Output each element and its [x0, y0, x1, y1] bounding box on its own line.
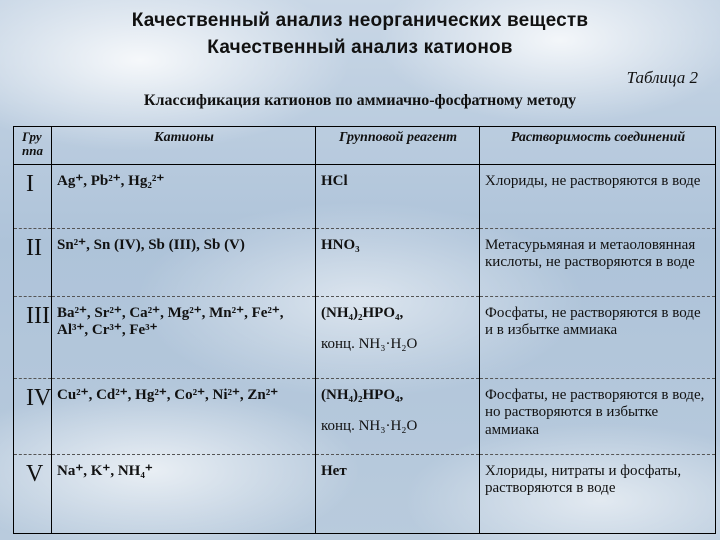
solubility-cell: Хлориды, не растворяются в воде [480, 165, 716, 229]
table-row [14, 297, 716, 379]
cations-cell: Ba²⁺, Sr²⁺, Ca²⁺, Mg²⁺, Mn²⁺, Fe²⁺, Al³⁺, Cr³⁺, Fe³⁺ [52, 297, 316, 379]
group-number: V [14, 455, 52, 534]
table-number: Таблица 2 [626, 68, 698, 87]
table-header-row [14, 127, 716, 165]
table-caption: Классификация катионов по аммиачно-фосфатному методу [143, 92, 577, 109]
reagent-text: Нет [321, 463, 347, 479]
header-solubility: Растворимость соединений [480, 127, 716, 165]
group-number: II [14, 229, 52, 297]
reagent-cell [316, 297, 480, 379]
table-row [14, 455, 716, 534]
reagent-text: (NH₄)₂HPO₄, [321, 387, 404, 403]
solubility-cell: Хлориды, нитраты и фосфаты, растворяются в воде [480, 455, 716, 534]
header-reagent: Групповой реагент [316, 127, 480, 165]
table-row [14, 165, 716, 229]
reagent-cell [316, 165, 480, 229]
reagent-cell [316, 455, 480, 534]
reagent-text: HCl [321, 173, 348, 189]
group-number: III [14, 297, 52, 379]
cation-classification-table [13, 126, 716, 534]
cations-cell: Ag⁺, Pb²⁺, Hg₂²⁺ [52, 165, 316, 229]
reagent-text-2: конц. NH₃·H₂O [321, 336, 418, 353]
reagent-text: (NH₄)₂HPO₄, [321, 305, 404, 321]
solubility-cell: Фосфаты, не растворяются в воде, но растворяются в избытке аммиака [480, 379, 716, 455]
reagent-text: HNO₃ [321, 237, 360, 253]
group-number: IV [14, 379, 52, 455]
solubility-cell: Фосфаты, не растворяются в воде и в избытке аммиака [480, 297, 716, 379]
table-row [14, 229, 716, 297]
reagent-cell [316, 379, 480, 455]
cations-cell: Na⁺, K⁺, NH₄⁺ [52, 455, 316, 534]
solubility-cell: Метасурьмяная и метаоловянная кислоты, не растворяются в воде [480, 229, 716, 297]
table-row [14, 379, 716, 455]
cations-cell: Sn²⁺, Sn (IV), Sb (III), Sb (V) [52, 229, 316, 297]
cations-cell: Cu²⁺, Cd²⁺, Hg²⁺, Co²⁺, Ni²⁺, Zn²⁺ [52, 379, 316, 455]
page-title: Качественный анализ неорганических веществ [131, 10, 589, 31]
reagent-text-2: конц. NH₃·H₂O [321, 418, 418, 435]
group-number: I [14, 165, 52, 229]
header-cations: Катионы [52, 127, 316, 165]
reagent-cell [316, 229, 480, 297]
header-group: Гру ппа [14, 127, 52, 165]
page-subtitle: Качественный анализ катионов [207, 37, 513, 58]
